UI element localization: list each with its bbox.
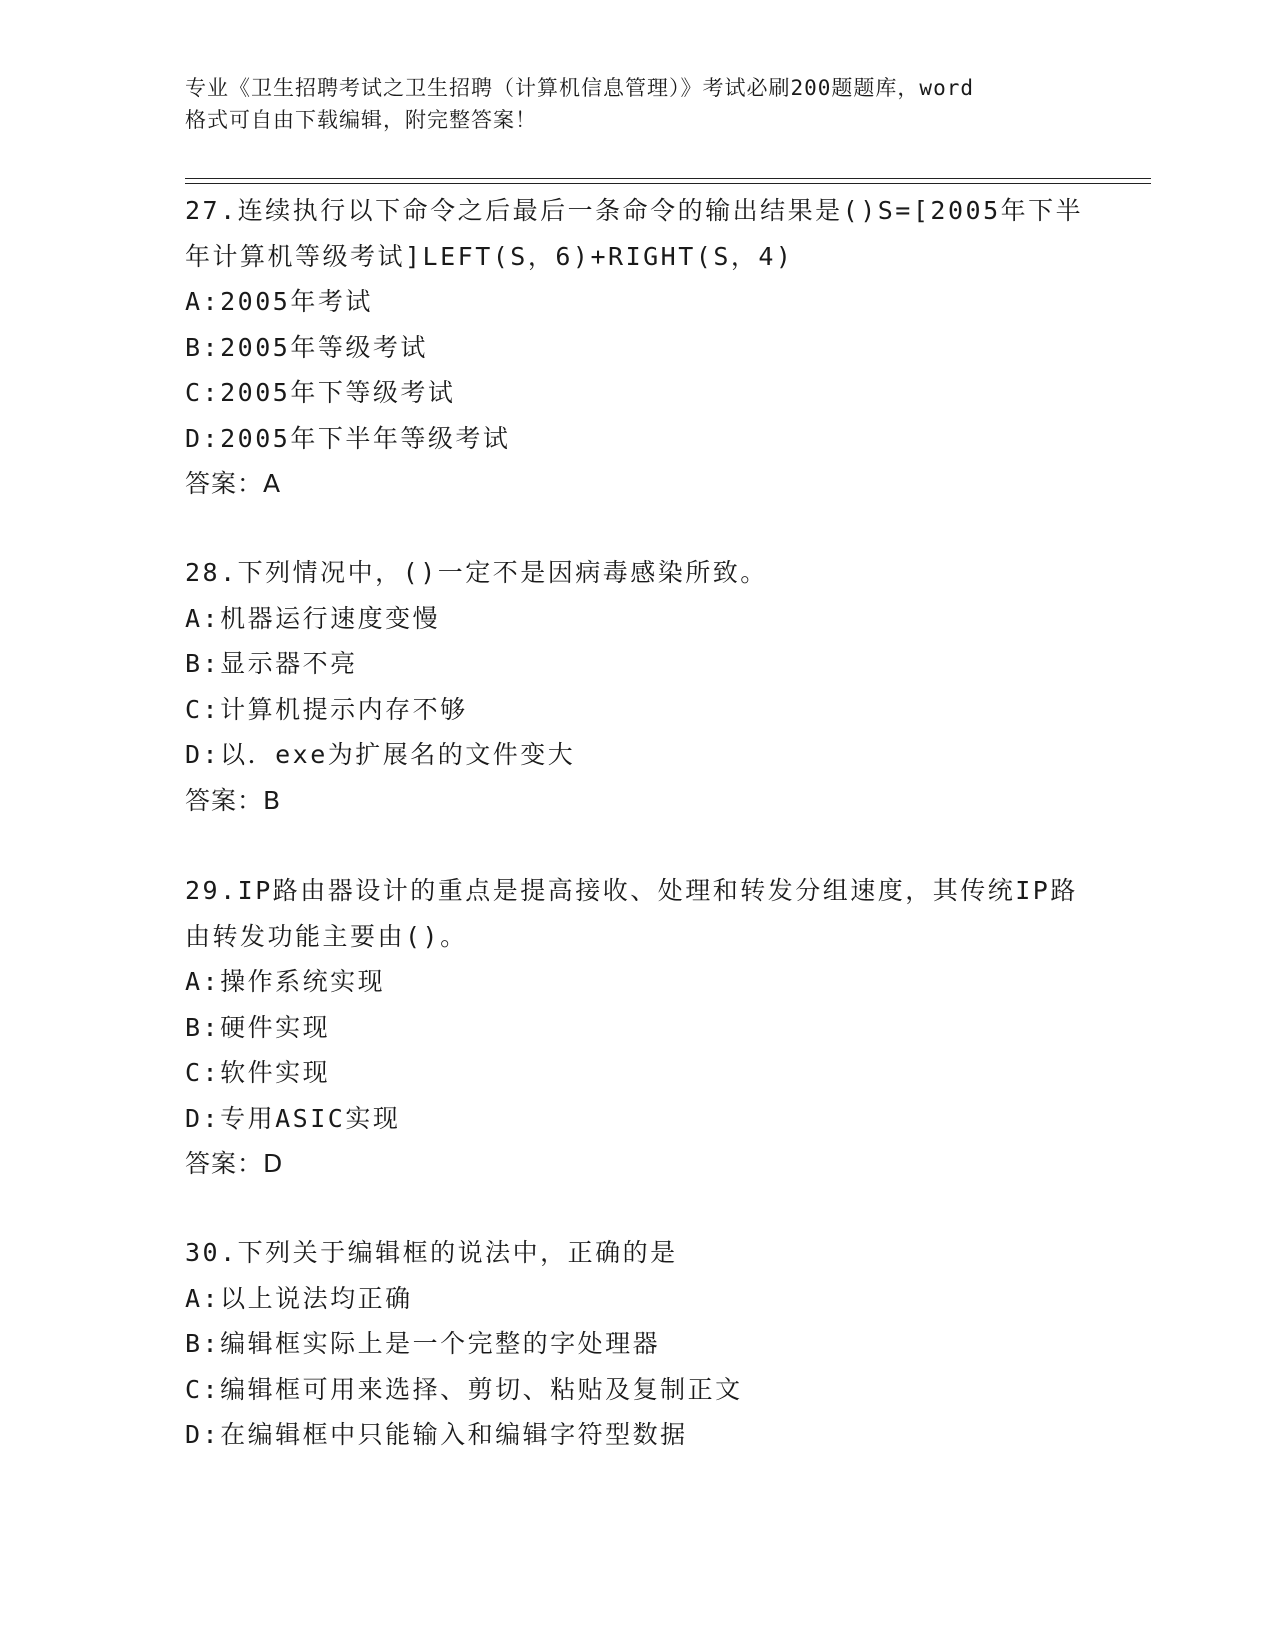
option-text: 2005年考试 (220, 287, 373, 316)
option-label: A: (185, 967, 221, 996)
question-30 (185, 1230, 1085, 1458)
option-label: D: (185, 740, 221, 769)
option-label: B: (185, 332, 221, 362)
question-27 (185, 188, 1085, 507)
question-28 (185, 550, 1085, 823)
answer-line: 答案：B (185, 785, 282, 815)
option-a (185, 596, 1085, 642)
option-c (185, 1367, 1085, 1413)
option-label: A: (185, 603, 221, 633)
option-text: 编辑框可用来选择、剪切、粘贴及复制正文 (220, 1374, 743, 1404)
option-d (185, 732, 1085, 778)
question-29 (185, 868, 1085, 1187)
option-label: B: (185, 649, 221, 678)
option-c (185, 687, 1085, 733)
option-label: B: (185, 1329, 221, 1358)
option-text: 显示器不亮 (220, 649, 358, 678)
option-b (185, 325, 1085, 371)
option-text: 专用ASIC实现 (220, 1103, 401, 1133)
option-c (185, 1050, 1085, 1096)
option-text: 2005年等级考试 (220, 332, 428, 362)
option-label: C: (185, 1058, 221, 1087)
option-text: 2005年下等级考试 (220, 378, 456, 407)
question-text: 28.下列情况中，()一定不是因病毒感染所致。 (185, 558, 768, 587)
option-c (185, 370, 1085, 416)
option-a (185, 1276, 1085, 1322)
option-b (185, 641, 1085, 687)
option-b (185, 1321, 1085, 1367)
option-d (185, 1096, 1085, 1142)
option-text: 在编辑框中只能输入和编辑字符型数据 (220, 1420, 688, 1449)
option-text: 编辑框实际上是一个完整的字处理器 (220, 1329, 661, 1358)
header-line-2: 格式可自由下载编辑，附完整答案！ (185, 108, 537, 132)
option-d (185, 416, 1085, 462)
option-label: C: (185, 1374, 221, 1404)
question-text: 30.下列关于编辑框的说法中，正确的是 (185, 1238, 678, 1267)
option-text: 机器运行速度变慢 (220, 603, 441, 633)
option-text: 操作系统实现 (220, 967, 386, 996)
option-text: 计算机提示内存不够 (220, 694, 468, 724)
option-label: A: (185, 1283, 221, 1313)
option-label: C: (185, 694, 221, 724)
header-divider-top (185, 178, 1151, 179)
option-text: 2005年下半年等级考试 (220, 423, 511, 453)
option-b (185, 1005, 1085, 1051)
question-text: 27.连续执行以下命令之后最后一条命令的输出结果是()S=[2005年下半年计算机等级考试]LEFT(S，6)+RIGHT(S，4) (185, 196, 1084, 271)
option-text: 软件实现 (220, 1058, 331, 1087)
option-text: 以．exe为扩展名的文件变大 (220, 740, 576, 769)
option-label: A: (185, 287, 221, 316)
option-label: B: (185, 1012, 221, 1042)
option-d (185, 1412, 1085, 1458)
document-header (185, 72, 1085, 136)
option-label: D: (185, 423, 221, 453)
option-label: D: (185, 1420, 221, 1449)
option-text: 硬件实现 (220, 1012, 331, 1042)
question-text: 29.IP路由器设计的重点是提高接收、处理和转发分组速度，其传统IP路由转发功能主要由()。 (185, 876, 1078, 951)
option-a (185, 279, 1085, 325)
option-a (185, 959, 1085, 1005)
option-label: C: (185, 378, 221, 407)
header-line-1: 专业《卫生招聘考试之卫生招聘（计算机信息管理）》考试必刷200题题库，word (185, 76, 974, 100)
option-text: 以上说法均正确 (220, 1283, 413, 1313)
option-label: D: (185, 1103, 221, 1133)
header-divider-bottom (185, 183, 1151, 184)
answer-line: 答案：A (185, 469, 282, 498)
answer-line: 答案：D (185, 1149, 284, 1178)
